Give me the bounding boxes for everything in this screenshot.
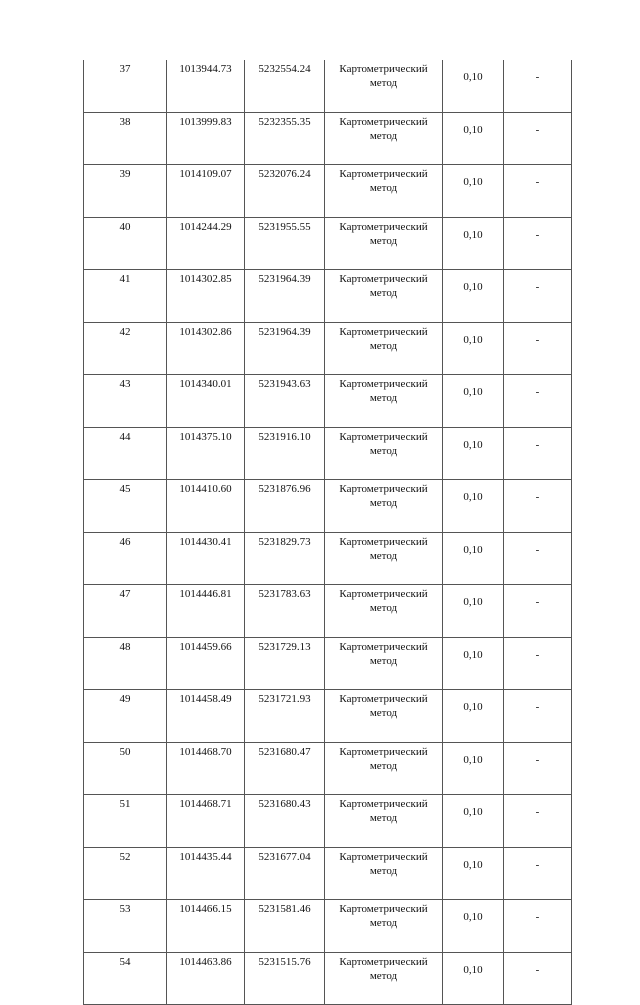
point-number-cell: 43: [84, 375, 167, 428]
point-number-cell: 42: [84, 322, 167, 375]
method-line-1: Картометрический: [339, 745, 428, 758]
x-coordinate-cell: 1014446.81: [167, 585, 245, 638]
point-number-cell: 38: [84, 112, 167, 165]
method-cell: [325, 165, 443, 218]
x-coordinate-cell: 1014302.85: [167, 270, 245, 323]
method-line-2: метод: [369, 549, 398, 562]
method-line-2: метод: [369, 707, 398, 719]
y-coordinate-cell: 5231943.63: [245, 375, 325, 428]
y-coordinate-cell: 5231829.73: [245, 532, 325, 585]
method-line-1: Картометрический: [339, 325, 428, 338]
table-row: [84, 532, 572, 585]
method-line-2: метод: [369, 917, 398, 929]
y-coordinate-cell: 5231916.10: [245, 427, 325, 480]
y-coordinate-cell: 5231581.46: [245, 900, 325, 953]
description-cell: -: [504, 532, 572, 585]
y-coordinate-cell: 5231964.39: [245, 270, 325, 323]
y-coordinate-cell: 5231721.93: [245, 690, 325, 743]
y-coordinate-cell: 5231783.63: [245, 585, 325, 638]
description-cell: -: [504, 427, 572, 480]
description-cell: -: [504, 375, 572, 428]
method-line-2: метод: [369, 339, 398, 352]
y-coordinate-cell: 5231680.43: [245, 795, 325, 848]
point-number-cell: 50: [84, 742, 167, 795]
point-number-cell: 40: [84, 217, 167, 270]
method-cell: [325, 375, 443, 428]
table-row: [84, 217, 572, 270]
accuracy-cell: 0,10: [443, 375, 504, 428]
table-row: [84, 480, 572, 533]
x-coordinate-cell: 1014302.86: [167, 322, 245, 375]
method-line-2: метод: [369, 812, 398, 824]
method-line-1: Картометрический: [339, 483, 428, 495]
method-cell: [325, 532, 443, 585]
method-line-2: метод: [369, 444, 398, 457]
method-line-1: Картометрический: [339, 588, 428, 600]
method-line-2: метод: [369, 129, 398, 142]
x-coordinate-cell: 1014435.44: [167, 847, 245, 900]
y-coordinate-cell: 5231964.39: [245, 322, 325, 375]
method-line-1: Картометрический: [339, 850, 428, 863]
y-coordinate-cell: 5232355.35: [245, 112, 325, 165]
point-number-cell: 51: [84, 795, 167, 848]
point-number-cell: 39: [84, 165, 167, 218]
table-row: [84, 795, 572, 848]
coordinates-table-body: [84, 60, 572, 1005]
method-line-2: метод: [369, 864, 398, 877]
method-line-1: Картометрический: [339, 430, 428, 443]
method-line-1: Картометрический: [339, 273, 428, 285]
table-row: [84, 585, 572, 638]
y-coordinate-cell: 5231677.04: [245, 847, 325, 900]
table-row: [84, 847, 572, 900]
method-line-1: Картометрический: [339, 693, 428, 705]
point-number-cell: 47: [84, 585, 167, 638]
accuracy-cell: 0,10: [443, 690, 504, 743]
accuracy-cell: 0,10: [443, 270, 504, 323]
description-cell: -: [504, 952, 572, 1005]
method-line-1: Картометрический: [339, 168, 428, 180]
method-cell: [325, 952, 443, 1005]
accuracy-cell: 0,10: [443, 427, 504, 480]
method-cell: [325, 270, 443, 323]
description-cell: -: [504, 322, 572, 375]
y-coordinate-cell: 5231876.96: [245, 480, 325, 533]
x-coordinate-cell: 1014109.07: [167, 165, 245, 218]
method-cell: [325, 795, 443, 848]
table-row: [84, 60, 572, 112]
method-cell: [325, 217, 443, 270]
table-row: [84, 637, 572, 690]
method-cell: [325, 322, 443, 375]
point-number-cell: 37: [84, 60, 167, 112]
x-coordinate-cell: 1014463.86: [167, 952, 245, 1005]
method-line-1: Картометрический: [339, 378, 428, 390]
description-cell: -: [504, 900, 572, 953]
method-line-1: Картометрический: [339, 640, 428, 653]
point-number-cell: 45: [84, 480, 167, 533]
x-coordinate-cell: 1014468.71: [167, 795, 245, 848]
accuracy-cell: 0,10: [443, 637, 504, 690]
method-line-2: метод: [369, 234, 398, 247]
method-cell: [325, 112, 443, 165]
method-cell: [325, 427, 443, 480]
x-coordinate-cell: 1014244.29: [167, 217, 245, 270]
y-coordinate-cell: 5231680.47: [245, 742, 325, 795]
x-coordinate-cell: 1014459.66: [167, 637, 245, 690]
point-number-cell: 53: [84, 900, 167, 953]
description-cell: -: [504, 847, 572, 900]
method-line-2: метод: [369, 77, 398, 89]
x-coordinate-cell: 1014375.10: [167, 427, 245, 480]
method-cell: [325, 637, 443, 690]
method-line-2: метод: [369, 602, 398, 614]
description-cell: -: [504, 165, 572, 218]
table-row: [84, 375, 572, 428]
y-coordinate-cell: 5231515.76: [245, 952, 325, 1005]
description-cell: -: [504, 585, 572, 638]
description-cell: -: [504, 795, 572, 848]
table-row: [84, 270, 572, 323]
table-row: [84, 742, 572, 795]
description-cell: -: [504, 60, 572, 112]
description-cell: -: [504, 690, 572, 743]
x-coordinate-cell: 1013999.83: [167, 112, 245, 165]
accuracy-cell: 0,10: [443, 60, 504, 112]
x-coordinate-cell: 1014410.60: [167, 480, 245, 533]
x-coordinate-cell: 1014466.15: [167, 900, 245, 953]
method-line-1: Картометрический: [339, 903, 428, 915]
point-number-cell: 46: [84, 532, 167, 585]
accuracy-cell: 0,10: [443, 795, 504, 848]
accuracy-cell: 0,10: [443, 322, 504, 375]
accuracy-cell: 0,10: [443, 165, 504, 218]
method-line-2: метод: [369, 497, 398, 509]
accuracy-cell: 0,10: [443, 480, 504, 533]
method-cell: [325, 60, 443, 112]
method-line-2: метод: [369, 392, 398, 404]
description-cell: -: [504, 742, 572, 795]
y-coordinate-cell: 5231729.13: [245, 637, 325, 690]
description-cell: -: [504, 217, 572, 270]
x-coordinate-cell: 1014458.49: [167, 690, 245, 743]
method-line-1: Картометрический: [339, 115, 428, 128]
method-line-1: Картометрический: [339, 535, 428, 548]
method-line-1: Картометрический: [339, 220, 428, 233]
description-cell: -: [504, 637, 572, 690]
accuracy-cell: 0,10: [443, 742, 504, 795]
method-line-2: метод: [369, 969, 398, 982]
method-cell: [325, 480, 443, 533]
accuracy-cell: 0,10: [443, 217, 504, 270]
method-line-1: Картометрический: [339, 798, 428, 810]
x-coordinate-cell: 1014430.41: [167, 532, 245, 585]
method-line-2: метод: [369, 182, 398, 194]
accuracy-cell: 0,10: [443, 112, 504, 165]
accuracy-cell: 0,10: [443, 532, 504, 585]
method-cell: [325, 690, 443, 743]
table-row: [84, 952, 572, 1005]
point-number-cell: 49: [84, 690, 167, 743]
point-number-cell: 48: [84, 637, 167, 690]
method-line-2: метод: [369, 287, 398, 299]
table-row: [84, 112, 572, 165]
accuracy-cell: 0,10: [443, 585, 504, 638]
method-line-2: метод: [369, 759, 398, 772]
accuracy-cell: 0,10: [443, 900, 504, 953]
x-coordinate-cell: 1014340.01: [167, 375, 245, 428]
y-coordinate-cell: 5231955.55: [245, 217, 325, 270]
method-cell: [325, 900, 443, 953]
table-row: [84, 690, 572, 743]
point-number-cell: 44: [84, 427, 167, 480]
point-number-cell: 52: [84, 847, 167, 900]
point-number-cell: 54: [84, 952, 167, 1005]
accuracy-cell: 0,10: [443, 847, 504, 900]
table-row: [84, 427, 572, 480]
method-line-2: метод: [369, 654, 398, 667]
table-row: [84, 165, 572, 218]
x-coordinate-cell: 1013944.73: [167, 60, 245, 112]
description-cell: -: [504, 270, 572, 323]
method-line-1: Картометрический: [339, 955, 428, 968]
table-row: [84, 900, 572, 953]
accuracy-cell: 0,10: [443, 952, 504, 1005]
y-coordinate-cell: 5232076.24: [245, 165, 325, 218]
description-cell: -: [504, 112, 572, 165]
method-cell: [325, 742, 443, 795]
y-coordinate-cell: 5232554.24: [245, 60, 325, 112]
table-row: [84, 322, 572, 375]
method-cell: [325, 585, 443, 638]
x-coordinate-cell: 1014468.70: [167, 742, 245, 795]
coordinates-table: [83, 60, 572, 1005]
description-cell: -: [504, 480, 572, 533]
point-number-cell: 41: [84, 270, 167, 323]
method-line-1: Картометрический: [339, 63, 428, 75]
method-cell: [325, 847, 443, 900]
